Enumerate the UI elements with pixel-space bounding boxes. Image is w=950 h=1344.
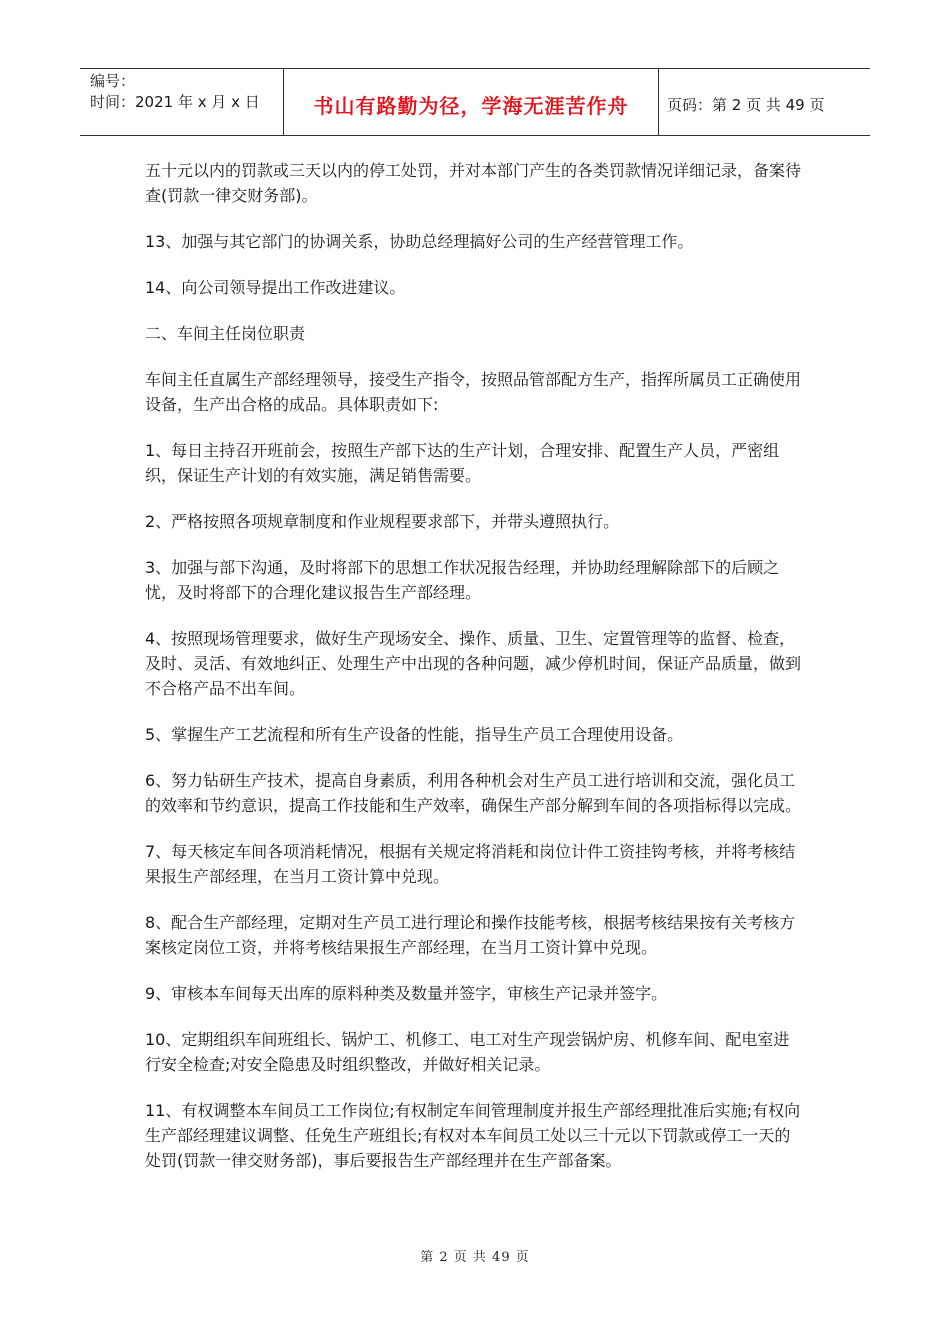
paragraph: 13、加强与其它部门的协调关系，协助总经理搞好公司的生产经营管理工作。 [145, 232, 694, 251]
paragraph: 9、审核本车间每天出库的原料种类及数量并签字，审核生产记录并签字。 [145, 984, 668, 1003]
page-info-text: 页码：第 2 页 共 49 页 [667, 95, 825, 114]
paragraph: 11、有权调整本车间员工工作岗位;有权制定车间管理制度并报生产部经理批准后实施;有权向生产部经理建议调整、任免生产班组长;有权对本车间员工处以三十元以下罚款或停工一天的处罚(罚款一律交财务部)，事后要报告生产部经理并在生产部备案。 [145, 1101, 801, 1170]
paragraph: 6、努力钻研生产技术，提高自身素质，利用各种机会对生产员工进行培训和交流，强化员工的效率和节约意识，提高工作技能和生产效率，确保生产部分解到车间的各项指标得以完成。 [145, 771, 802, 815]
page-footer [0, 1246, 950, 1265]
header-meta [80, 69, 284, 135]
document-number-label: 编号： [90, 72, 136, 90]
paragraph: 8、配合生产部经理，定期对生产员工进行理论和操作技能考核，根据考核结果按有关考核方案核定岗位工资，并将考核结果报生产部经理，在当月工资计算中兑现。 [145, 913, 796, 957]
paragraph: 3、加强与部下沟通，及时将部下的思想工作状况报告经理，并协助经理解除部下的后顾之忧，及时将部下的合理化建议报告生产部经理。 [145, 558, 780, 602]
paragraph: 2、严格按照各项规章制度和作业规程要求部下，并带头遵照执行。 [145, 512, 620, 531]
paragraph: 5、掌握生产工艺流程和所有生产设备的性能，指导生产员工合理使用设备。 [145, 725, 684, 744]
header-motto-cell [284, 69, 659, 135]
paragraph: 7、每天核定车间各项消耗情况，根据有关规定将消耗和岗位计件工资挂钩考核，并将考核结果报生产部经理，在当月工资计算中兑现。 [145, 842, 796, 886]
motto-text: 书山有路勤为径，学海无涯苦作舟 [313, 93, 629, 118]
header-page-info [659, 69, 870, 135]
paragraph: 14、向公司领导提出工作改进建议。 [145, 278, 406, 297]
section-heading: 二、车间主任岗位职责 [145, 324, 306, 343]
document-date: 时间：2021 年 x 月 x 日 [90, 93, 260, 111]
paragraph: 车间主任直属生产部经理领导，接受生产指令，按照品管部配方生产，指挥所属员工正确使用设备，生产出合格的成品。具体职责如下: [145, 370, 802, 414]
paragraph: 4、按照现场管理要求，做好生产现场安全、操作、质量、卫生、定置管理等的监督、检查，及时、灵活、有效地纠正、处理生产中出现的各种问题，减少停机时间，保证产品质量，做到不合格产品不出车间。 [145, 629, 802, 698]
paragraph: 1、每日主持召开班前会，按照生产部下达的生产计划，合理安排、配置生产人员，严密组织，保证生产计划的有效实施，满足销售需要。 [145, 441, 780, 485]
paragraph: 五十元以内的罚款或三天以内的停工处罚，并对本部门产生的各类罚款情况详细记录，备案待查(罚款一律交财务部)。 [145, 161, 802, 205]
page-header [80, 68, 870, 136]
document-body [145, 158, 805, 1194]
footer-page-number: 第 2 页 共 49 页 [420, 1250, 530, 1265]
paragraph: 10、定期组织车间班组长、锅炉工、机修工、电工对生产现尝锅炉房、机修车间、配电室进行安全检查;对安全隐患及时组织整改，并做好相关记录。 [145, 1030, 790, 1074]
